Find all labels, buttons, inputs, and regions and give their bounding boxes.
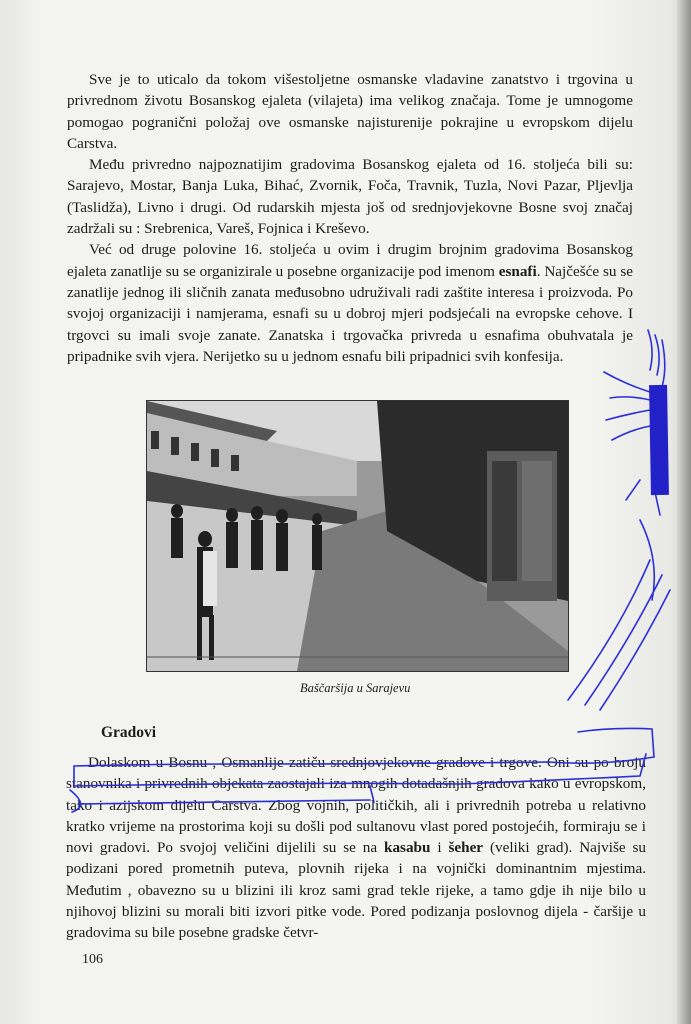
gradovi-text-3: (veliki grad). Najviše su podizani pored prometnih puteva, plovnih rijeka i na vojnički dominantnim mjestima. Međutim , obavezno su u blizini ili kroz sami grad tekle rijeke, a tamo gdje ih nije bilo u njihovoj blizini su morali biti izvori pitke vode. Pored podizanja poslovnog dijela - čaršije u gradovima su bile posebne gradske četvr- [66, 839, 646, 942]
gradovi-text-1: Dolaskom u Bosnu , Osmanlije zatiču srednjovjekovne gradove i trgove. Oni su po broju stanovnika i privrednih objekata zaostajali iza mnogih dotadašnjih gradova kako u evropskom, tako i azijskom dijelu Carstva. Zbog vojnih, političkih, ali i privrednih potreba u relativno kratko vrijeme na prostorima koji su došli pod sultanovu vlast pored postojećih, formiraju se i novi gradovi. Po svojoj veličini dijelili su se na [66, 754, 646, 857]
section-heading-gradovi: Gradovi [101, 724, 157, 741]
pen-underline-lower [70, 786, 374, 812]
paragraph-3-after: . Najčešće su se zanatlije jednog ili sličnih zanata međusobno udruživali radi zaštite interesa i proizvoda. Po svojoj organizaciji i namjerama, esnafi su u dobroj mjeri podsjećali na evropske cehove. I trgovci su imali svoje zanate. Zanatska i trgovačka privreda u esnafima obuhvatala je pripadnike svih vjera. Nerijetko su u jednom esnafu bili pripadnici svih konfesija. [67, 262, 633, 365]
gradovi-text-2: i [430, 839, 449, 857]
paragraph-1: Sve je to uticalo da tokom višestoljetne osmanske vladavine zanatstvo i trgovina u privrednom životu Bosanskog ejaleta (vilajeta) ima velikog značaja. Tome je umnogome pomogao pogranični položaj ove osmanske najisturenije pokrajine u evropskom dijelu Carstva. [67, 71, 633, 152]
term-esnafi: esnafi [498, 262, 537, 280]
pen-margin-bar [649, 385, 669, 495]
pen-margin-lines [568, 520, 670, 710]
term-seher: šeher [448, 839, 484, 857]
pen-underline-box [74, 728, 654, 786]
term-kasaba: kasabu [384, 839, 431, 857]
photo-caption: Baščaršija u Sarajevu [300, 681, 411, 695]
paragraph-3-before: Već od druge polovine 16. stoljeća u ovim i drugim brojnim gradovima Bosanskog ejaleta zanatlije su se organizirale u posebne organizacije pod imenom [67, 241, 633, 280]
page-number: 106 [82, 952, 103, 967]
paragraph-2: Među privredno najpoznatijim gradovima Bosanskog ejaleta od 16. stoljeća bili su: Sarajevo, Mostar, Banja Luka, Bihać, Zvornik, Foča, Travnik, Tuzla, Novi Pazar, Pljevlja (Taslidža), Livno i drugi. Od rudarskih mjesta još od srednjovjekovne Bosne svoj značaj zadržali su : Srebrenica, Vareš, Fojnica i Kreševo. [67, 156, 633, 238]
